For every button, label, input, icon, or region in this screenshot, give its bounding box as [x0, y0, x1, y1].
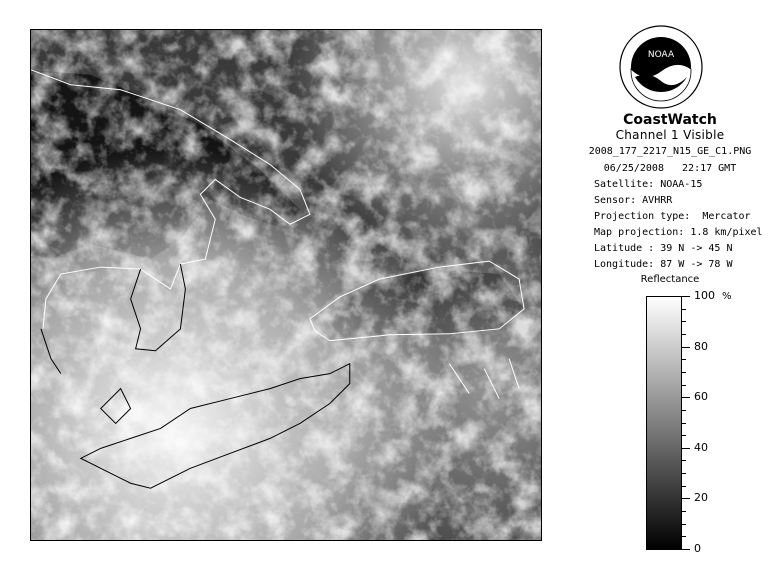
noaa-logo	[619, 25, 703, 109]
colorbar-minor-tick	[682, 524, 686, 525]
colorbar-minor-tick	[682, 410, 686, 411]
colorbar-tick-label: 0	[694, 542, 701, 555]
colorbar-tick-label: 80	[694, 340, 708, 353]
colorbar-tick-label: 40	[694, 441, 708, 454]
colorbar-minor-tick	[682, 385, 686, 386]
colorbar-minor-tick	[682, 359, 686, 360]
colorbar-minor-tick	[682, 460, 686, 461]
colorbar-tick-label: 100	[694, 289, 715, 302]
colorbar-minor-tick	[682, 536, 686, 537]
colorbar-minor-tick	[682, 486, 686, 487]
sensor-info: Sensor: AVHRR	[594, 195, 673, 206]
brand-title: CoastWatch	[623, 112, 717, 128]
file-name: 2008_177_2217_N15_GE_C1.PNG	[588, 146, 752, 157]
acquisition-datetime: 06/25/2008 22:17 GMT	[603, 163, 737, 174]
map-projection-info: Map projection: 1.8 km/pixel	[594, 227, 763, 238]
latitude-range: Latitude : 39 N -> 45 N	[594, 243, 733, 254]
colorbar-tick	[682, 397, 690, 398]
reflectance-colorbar	[646, 296, 682, 550]
colorbar-tick	[682, 498, 690, 499]
colorbar-tick-label: 60	[694, 390, 708, 403]
colorbar-minor-tick	[682, 423, 686, 424]
colorbar-tick	[682, 549, 690, 550]
colorbar-minor-tick	[682, 309, 686, 310]
longitude-range: Longitude: 87 W -> 78 W	[594, 259, 733, 270]
channel-label: Channel 1 Visible	[615, 128, 725, 142]
colorbar-tick	[682, 347, 690, 348]
colorbar-minor-tick	[682, 321, 686, 322]
satellite-image	[30, 29, 542, 541]
colorbar-minor-tick	[682, 334, 686, 335]
projection-type-info: Projection type: Mercator	[594, 211, 751, 222]
colorbar-unit: %	[722, 291, 732, 302]
colorbar-minor-tick	[682, 511, 686, 512]
colorbar-minor-tick	[682, 435, 686, 436]
colorbar-tick-label: 20	[694, 491, 708, 504]
colorbar-title: Reflectance	[640, 274, 700, 285]
satellite-info: Satellite: NOAA-15	[594, 179, 703, 190]
colorbar-minor-tick	[682, 372, 686, 373]
logo-center-text: NOAA	[647, 50, 675, 60]
colorbar-minor-tick	[682, 473, 686, 474]
colorbar-tick	[682, 448, 690, 449]
colorbar-tick	[682, 296, 690, 297]
